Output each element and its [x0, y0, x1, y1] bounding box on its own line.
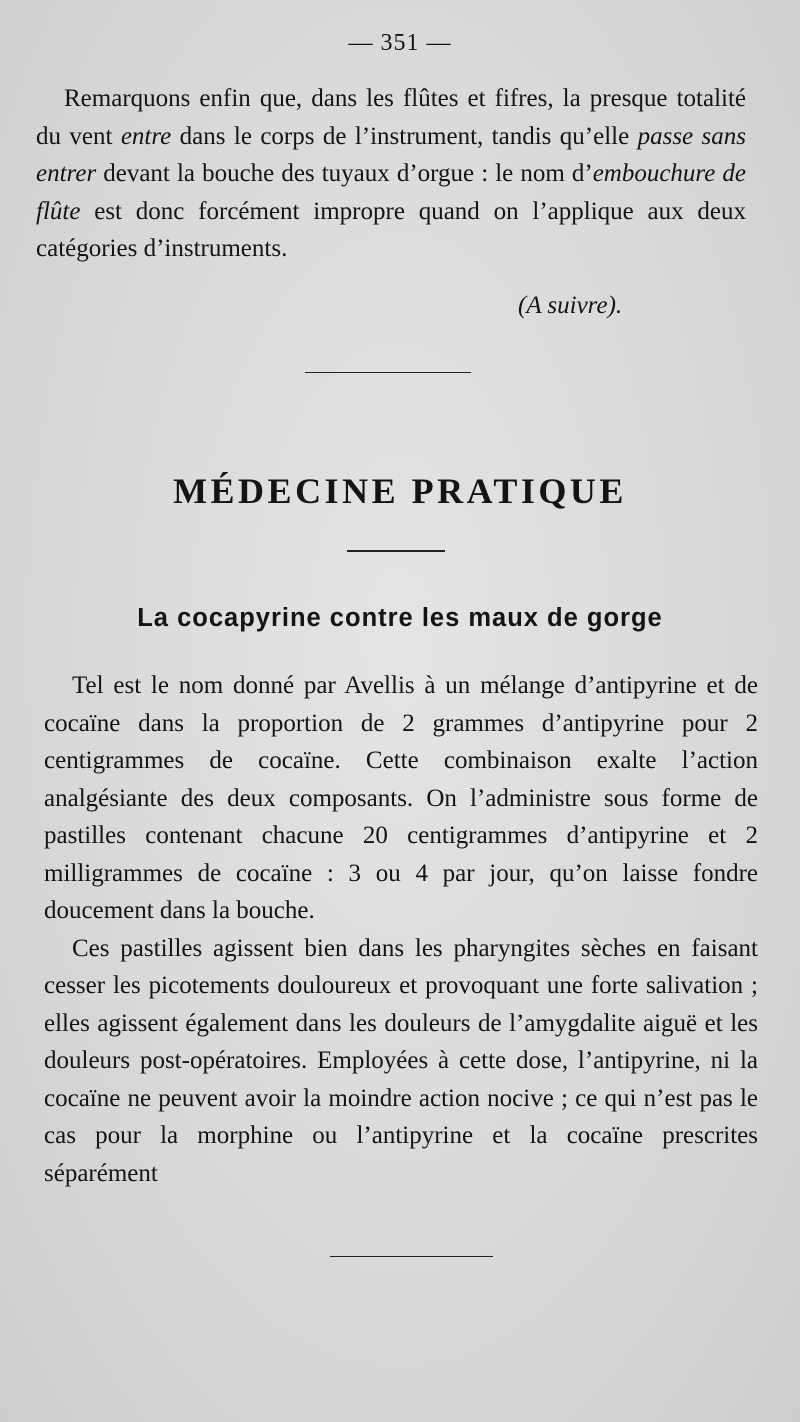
- article-title: La cocapyrine contre les maux de gorge: [137, 604, 663, 632]
- intro-emphasis-1: entre: [120, 122, 172, 150]
- intro-text-4: est donc forcément impropre quand on l’applique aux deux catégories d’instruments.: [36, 197, 746, 262]
- intro-text-3: devant la bouche des tuyaux d’orgue : le nom d’: [96, 160, 593, 187]
- intro-emphasis-2: passe sans entrer: [36, 122, 746, 187]
- intro-paragraph: [36, 80, 746, 268]
- article-paragraph-1: Tel est le nom donné par Avellis à un mélange d’antipyrine et de cocaïne dans la proportion de 2 grammes d’antipyrine pour 2 centigrammes de cocaïne. Cette combinaison exalte l’action analgésiante des deux composants. On l’administre sous forme de pastilles contenant chacune 20 centigrammes d’antipyrine et 2 milligrammes de cocaïne : 3 ou 4 par jour, qu’on laisse fondre doucement dans la bouche.: [44, 672, 758, 924]
- article-paragraph-2: Ces pastilles agissent bien dans les pharyngites sèches en faisant cesser les picotements douloureux et provoquant une forte salivation ; elles agissent également dans les douleurs de l’amygdalite aiguë et les douleurs post-opératoires. Employées à cette dose, l’antipyrine, ni la cocaïne ne peuvent avoir la moindre action nocive ; ce qui n’est pas le cas pour la morphine ou l’antipyrine et la cocaïne prescrites séparément: [44, 934, 758, 1187]
- intro-text-2: dans le corps de l’instrument, tandis qu’elle: [171, 122, 638, 150]
- intro-emphasis-3: embouchure de flûte: [36, 160, 746, 225]
- separator-rule-3: [330, 1256, 493, 1257]
- to-be-continued: (A suivre).: [518, 292, 623, 319]
- separator-rule-2: [347, 550, 445, 552]
- section-title: MÉDECINE PRATIQUE: [173, 471, 627, 511]
- article-body: [44, 667, 758, 1192]
- intro-text-1: Remarquons enfin que, dans les flûtes et fifres, la presque totalité du vent: [36, 85, 746, 150]
- separator-rule-1: [305, 372, 471, 373]
- page-number: — 351 —: [348, 30, 452, 56]
